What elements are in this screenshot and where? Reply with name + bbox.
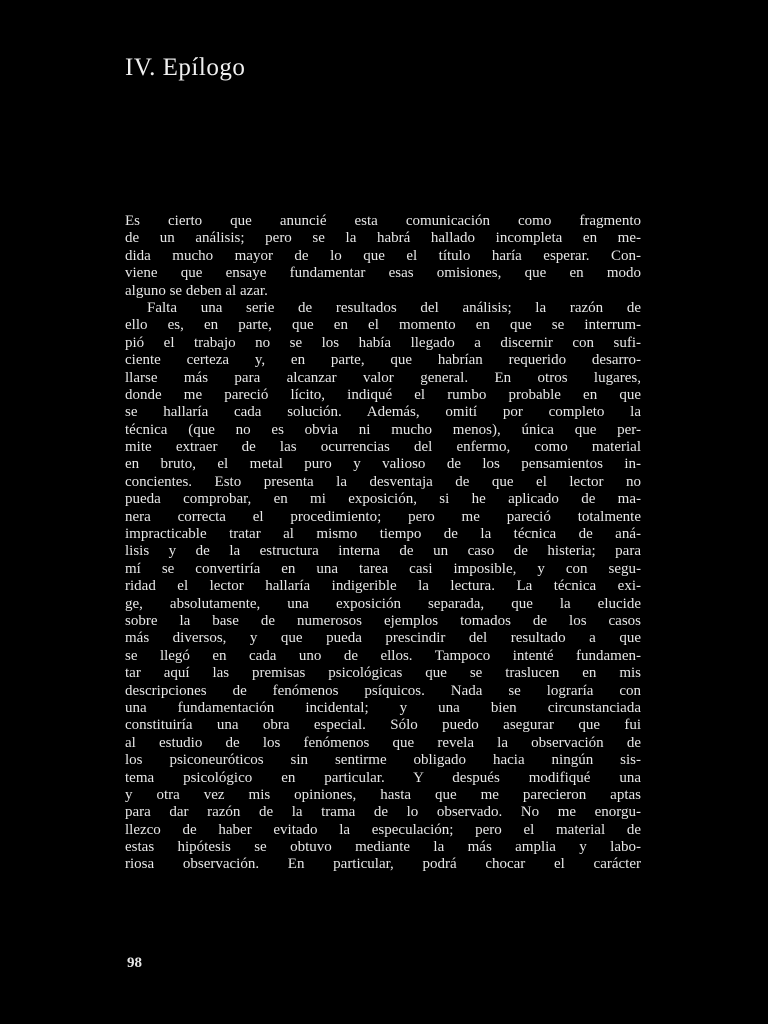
text-line: ciente certeza y, en parte, que habrían requerido desarro- — [125, 352, 641, 369]
text-line: más diversos, y que pueda prescindir del resultado a que — [125, 630, 641, 647]
text-line: ello es, en parte, que en el momento en que se interrum- — [125, 317, 641, 334]
text-line: ge, absolutamente, una exposición separada, que la elucide — [125, 595, 641, 612]
text-line: tar aquí las premisas psicológicas que se traslucen en mis — [125, 665, 641, 682]
text-line: se llegó en cada uno de ellos. Tampoco intenté fundamen- — [125, 647, 641, 664]
text-line: técnica (que no es obvia ni mucho menos), única que per- — [125, 421, 641, 438]
text-line: en bruto, el metal puro y valioso de los pensamientos in- — [125, 456, 641, 473]
text-line: Falta una serie de resultados del análisis; la razón de — [147, 299, 641, 316]
text-line: tema psicológico en particular. Y después modifiqué una — [125, 769, 641, 786]
text-line: pió el trabajo no se los había llegado a discernir con sufi- — [125, 334, 641, 351]
text-line: llarse más para alcanzar valor general. En otros lugares, — [125, 369, 641, 386]
text-line: llezco de haber evitado la especulación; pero el material de — [125, 821, 641, 838]
page-number: 98 — [127, 955, 142, 971]
text-line: donde me pareció lícito, indiqué el rumbo probable en que — [125, 386, 641, 403]
text-line: y otra vez mis opiniones, hasta que me parecieron aptas — [125, 786, 641, 803]
text-line: riosa observación. En particular, podrá chocar el carácter — [125, 856, 641, 873]
text-line: sobre la base de numerosos ejemplos tomados de los casos — [125, 612, 641, 629]
text-line: descripciones de fenómenos psíquicos. Nada se lograría con — [125, 682, 641, 699]
text-line: de un análisis; pero se la habrá hallado incompleta en me- — [125, 230, 641, 247]
text-line: Es cierto que anuncié esta comunicación como fragmento — [125, 213, 641, 229]
chapter-heading: IV. Epílogo — [125, 54, 246, 81]
text-line: lisis y de la estructura interna de un caso de histeria; para — [125, 543, 641, 560]
text-line: nera correcta el procedimiento; pero me pareció totalmente — [125, 508, 641, 525]
text-line: constituiría una obra especial. Sólo puedo asegurar que fui — [125, 717, 641, 734]
text-line: para dar razón de la trama de lo observado. No me enorgu- — [125, 804, 641, 821]
text-line: una fundamentación incidental; y una bien circunstanciada — [125, 699, 641, 716]
text-line: mí se convertiría en una tarea casi imposible, y con segu- — [125, 560, 641, 577]
text-line: estas hipótesis se obtuvo mediante la más amplia y labo- — [125, 839, 641, 856]
text-line: impracticable tratar al mismo tiempo de la técnica de aná- — [125, 526, 641, 543]
text-line: se hallaría cada solución. Además, omití por completo la — [125, 404, 641, 421]
text-line: mite extraer de las ocurrencias del enfermo, como material — [125, 439, 641, 456]
body-text — [125, 213, 641, 874]
text-line: viene que ensaye fundamentar esas omisiones, que en modo — [125, 265, 641, 282]
text-line: dida mucho mayor de lo que el título haría esperar. Con- — [125, 247, 641, 264]
text-line: pueda comprobar, en mi exposición, si he aplicado de ma- — [125, 491, 641, 508]
text-line: concientes. Esto presenta la desventaja de que el lector no — [125, 473, 641, 490]
text-line: los psiconeuróticos sin sentirme obligado hacia ningún sis- — [125, 752, 641, 769]
text-line: al estudio de los fenómenos que revela la observación de — [125, 734, 641, 751]
text-line: ridad el lector hallaría indigerible la lectura. La técnica exi- — [125, 578, 641, 595]
text-line: alguno se deben al azar. — [125, 282, 268, 299]
